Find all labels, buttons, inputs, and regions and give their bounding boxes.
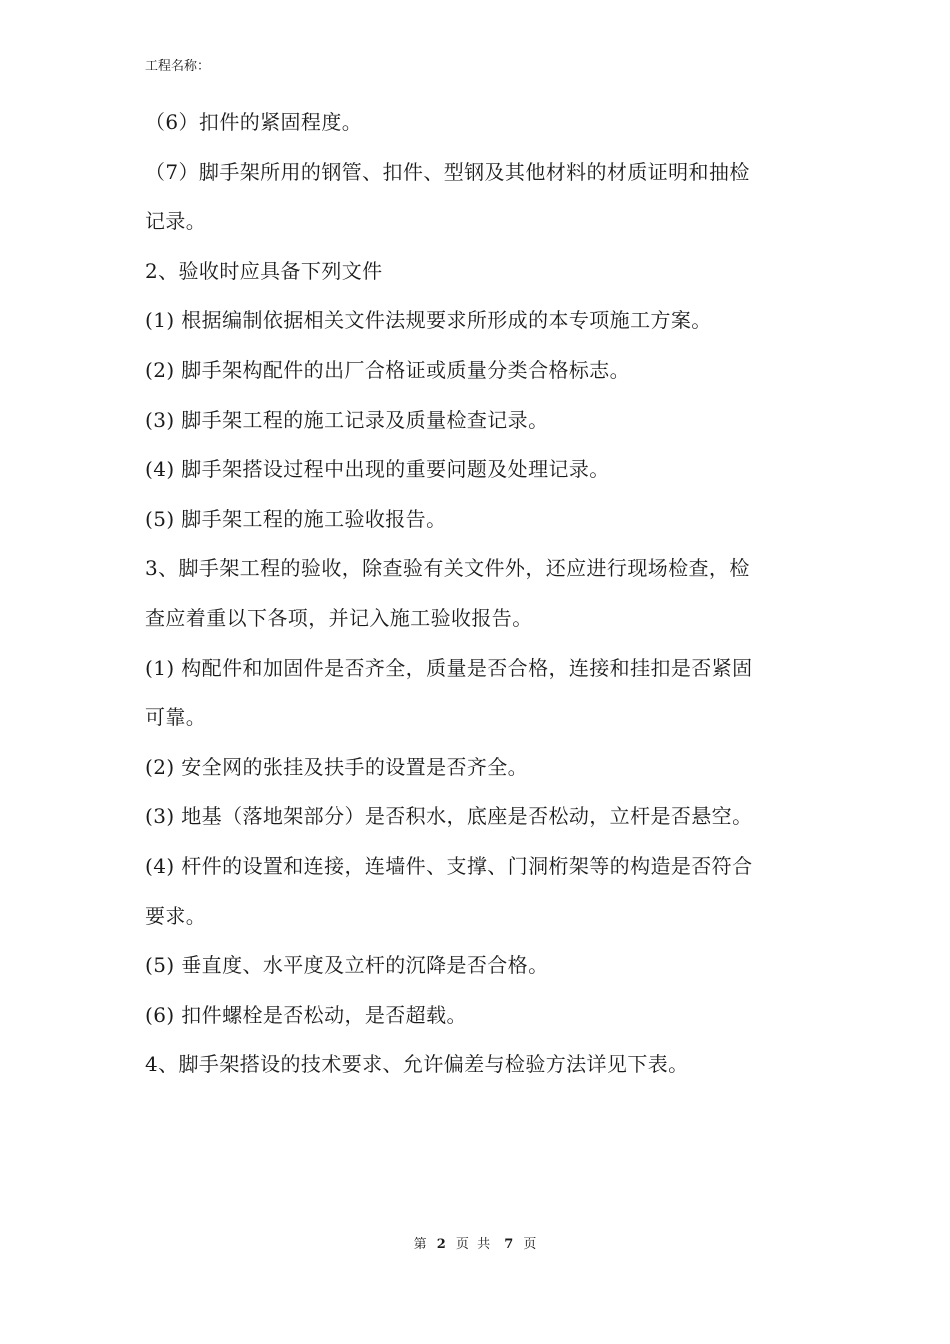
document-body [145, 104, 825, 1096]
text-line: (3) 地基（落地架部分）是否积水，底座是否松动，立杆是否悬空。 [145, 804, 753, 829]
project-name-label: 工程名称： [145, 59, 211, 74]
text-line: (1) 构配件和加固件是否齐全，质量是否合格，连接和挂扣是否紧固 [145, 655, 753, 680]
section-heading: 2、验收时应具备下列文件 [145, 258, 383, 283]
current-page-number: 2 [436, 1237, 446, 1252]
total-pages-number: 7 [504, 1237, 514, 1252]
footer-prefix: 第 [413, 1237, 427, 1252]
footer-suffix: 页 [523, 1237, 537, 1252]
text-line: (1) 根据编制依据相关文件法规要求所形成的本专项施工方案。 [145, 308, 712, 333]
text-line: (6) 扣件螺栓是否松动，是否超载。 [145, 1002, 467, 1027]
text-line: 查应着重以下各项，并记入施工验收报告。 [145, 605, 533, 630]
text-line: (4) 杆件的设置和连接，连墙件、支撑、门洞桁架等的构造是否符合 [145, 853, 753, 878]
text-line: （7）脚手架所用的钢管、扣件、型钢及其他材料的材质证明和抽检 [145, 159, 750, 184]
text-line: (5) 脚手架工程的施工验收报告。 [145, 506, 447, 531]
text-line: （6）扣件的紧固程度。 [145, 110, 363, 134]
footer-page-word: 页 [455, 1237, 469, 1252]
text-line: 要求。 [145, 903, 207, 928]
text-line: (2) 脚手架构配件的出厂合格证或质量分类合格标志。 [145, 357, 631, 382]
text-line: (3) 脚手架工程的施工记录及质量检查记录。 [145, 407, 549, 432]
text-line: 可靠。 [145, 705, 207, 730]
text-line: (2) 安全网的张挂及扶手的设置是否齐全。 [145, 754, 529, 779]
page-footer [0, 1236, 950, 1254]
text-line: 记录。 [145, 209, 207, 234]
text-line: (5) 垂直度、水平度及立杆的沉降是否合格。 [145, 953, 549, 978]
text-line: (4) 脚手架搭设过程中出现的重要问题及处理记录。 [145, 457, 610, 482]
footer-total-word: 共 [477, 1237, 491, 1252]
section-heading: 4、脚手架搭设的技术要求、允许偏差与检验方法详见下表。 [145, 1052, 689, 1077]
section-heading: 3、脚手架工程的验收，除查验有关文件外，还应进行现场检查，检 [145, 556, 750, 581]
